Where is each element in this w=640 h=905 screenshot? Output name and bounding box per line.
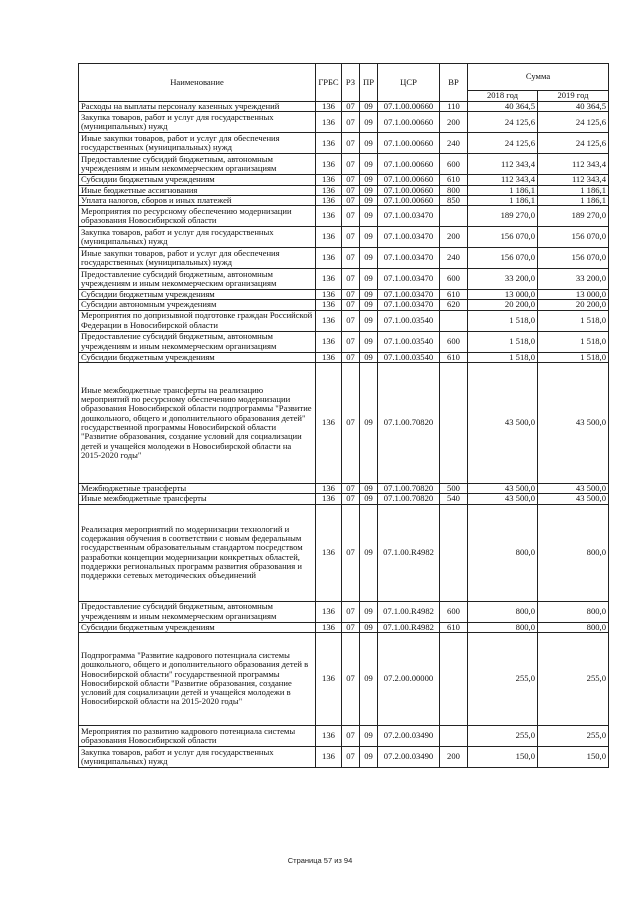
cell-rz: 07 xyxy=(342,331,360,352)
table-row xyxy=(79,601,609,622)
cell-2019: 24 125,6 xyxy=(538,112,609,133)
cell-2018: 800,0 xyxy=(468,504,538,601)
cell-2018: 43 500,0 xyxy=(468,494,538,504)
cell-2018: 800,0 xyxy=(468,622,538,632)
cell-csr: 07.1.00.R4982 xyxy=(378,622,440,632)
cell-vr xyxy=(440,504,468,601)
cell-2018: 1 186,1 xyxy=(468,185,538,195)
header-grbs: ГРБС xyxy=(316,64,342,102)
cell-csr: 07.1.00.03540 xyxy=(378,310,440,331)
cell-grbs: 136 xyxy=(316,504,342,601)
cell-vr xyxy=(440,725,468,746)
table-row xyxy=(79,185,609,195)
cell-csr: 07.1.00.00660 xyxy=(378,185,440,195)
cell-2018: 255,0 xyxy=(468,725,538,746)
page-number: Страница 57 из 94 xyxy=(287,856,353,865)
cell-rz: 07 xyxy=(342,494,360,504)
table-row xyxy=(79,290,609,300)
cell-grbs: 136 xyxy=(316,112,342,133)
cell-rz: 07 xyxy=(342,504,360,601)
table-row xyxy=(79,483,609,493)
cell-pr: 09 xyxy=(360,269,378,290)
cell-vr: 240 xyxy=(440,248,468,269)
cell-vr xyxy=(440,310,468,331)
header-vr: ВР xyxy=(440,64,468,102)
cell-pr: 09 xyxy=(360,622,378,632)
cell-pr: 09 xyxy=(360,133,378,154)
cell-rz: 07 xyxy=(342,632,360,725)
table-row xyxy=(79,175,609,185)
cell-grbs: 136 xyxy=(316,331,342,352)
cell-2018: 112 343,4 xyxy=(468,175,538,185)
cell-rz: 07 xyxy=(342,601,360,622)
cell-csr: 07.1.00.70820 xyxy=(378,362,440,483)
cell-vr: 600 xyxy=(440,154,468,175)
header-csr: ЦСР xyxy=(378,64,440,102)
cell-2018: 33 200,0 xyxy=(468,269,538,290)
cell-pr: 09 xyxy=(360,331,378,352)
table-row xyxy=(79,102,609,112)
cell-grbs: 136 xyxy=(316,300,342,310)
cell-2019: 1 186,1 xyxy=(538,185,609,195)
cell-csr: 07.1.00.03470 xyxy=(378,227,440,248)
cell-rz: 07 xyxy=(342,622,360,632)
cell-2018: 800,0 xyxy=(468,601,538,622)
cell-grbs: 136 xyxy=(316,601,342,622)
cell-name: Предоставление субсидий бюджетным, автономным учреждениям и иным некоммерческим организациям xyxy=(79,331,316,352)
cell-vr: 850 xyxy=(440,195,468,205)
cell-name: Мероприятия по ресурсному обеспечению модернизации образования Новосибирской области xyxy=(79,206,316,227)
cell-2019: 189 270,0 xyxy=(538,206,609,227)
cell-2019: 800,0 xyxy=(538,504,609,601)
header-name: Наименование xyxy=(79,64,316,102)
cell-vr xyxy=(440,362,468,483)
cell-grbs: 136 xyxy=(316,725,342,746)
cell-2019: 156 070,0 xyxy=(538,227,609,248)
cell-vr xyxy=(440,206,468,227)
cell-name: Субсидии бюджетным учреждениям xyxy=(79,352,316,362)
cell-vr: 200 xyxy=(440,227,468,248)
cell-csr: 07.1.00.00660 xyxy=(378,112,440,133)
cell-rz: 07 xyxy=(342,102,360,112)
cell-name: Предоставление субсидий бюджетным, автономным учреждениям и иным некоммерческим организациям xyxy=(79,269,316,290)
cell-vr: 110 xyxy=(440,102,468,112)
cell-pr: 09 xyxy=(360,102,378,112)
cell-pr: 09 xyxy=(360,300,378,310)
cell-name: Иные бюджетные ассигнования xyxy=(79,185,316,195)
cell-rz: 07 xyxy=(342,290,360,300)
cell-pr: 09 xyxy=(360,494,378,504)
cell-grbs: 136 xyxy=(316,269,342,290)
cell-name: Субсидии автономным учреждениям xyxy=(79,300,316,310)
cell-pr: 09 xyxy=(360,352,378,362)
cell-2018: 189 270,0 xyxy=(468,206,538,227)
cell-name: Субсидии бюджетным учреждениям xyxy=(79,622,316,632)
cell-csr: 07.1.00.03540 xyxy=(378,331,440,352)
cell-pr: 09 xyxy=(360,112,378,133)
cell-rz: 07 xyxy=(342,133,360,154)
budget-table xyxy=(78,63,609,768)
cell-name: Подпрограмма "Развитие кадрового потенциала системы дошкольного, общего и дополнительного образования детей в Новосибирской области" государственной программы Новосибирской области "Развитие образования, создание условий для социализации детей и учащейся молодежи в Новосибирской области на 2015-2020 годы" xyxy=(79,632,316,725)
cell-2019: 20 200,0 xyxy=(538,300,609,310)
cell-2019: 112 343,4 xyxy=(538,175,609,185)
cell-2018: 43 500,0 xyxy=(468,483,538,493)
table-row xyxy=(79,725,609,746)
cell-pr: 09 xyxy=(360,504,378,601)
cell-grbs: 136 xyxy=(316,195,342,205)
header-sum: Сумма xyxy=(468,64,609,91)
cell-rz: 07 xyxy=(342,112,360,133)
cell-pr: 09 xyxy=(360,290,378,300)
cell-2018: 1 518,0 xyxy=(468,352,538,362)
cell-2018: 1 518,0 xyxy=(468,310,538,331)
table-row xyxy=(79,300,609,310)
cell-vr: 500 xyxy=(440,483,468,493)
cell-csr: 07.1.00.03470 xyxy=(378,206,440,227)
cell-grbs: 136 xyxy=(316,483,342,493)
cell-rz: 07 xyxy=(342,195,360,205)
cell-2019: 150,0 xyxy=(538,746,609,767)
cell-grbs: 136 xyxy=(316,362,342,483)
cell-csr: 07.1.00.03470 xyxy=(378,269,440,290)
cell-2019: 156 070,0 xyxy=(538,248,609,269)
budget-sheet xyxy=(78,63,608,768)
cell-rz: 07 xyxy=(342,725,360,746)
cell-grbs: 136 xyxy=(316,227,342,248)
cell-vr: 610 xyxy=(440,175,468,185)
table-row xyxy=(79,632,609,725)
cell-rz: 07 xyxy=(342,269,360,290)
table-row xyxy=(79,206,609,227)
cell-csr: 07.1.00.R4982 xyxy=(378,504,440,601)
cell-2018: 24 125,6 xyxy=(468,133,538,154)
header-rz: РЗ xyxy=(342,64,360,102)
cell-2019: 13 000,0 xyxy=(538,290,609,300)
cell-csr: 07.1.00.R4982 xyxy=(378,601,440,622)
table-row xyxy=(79,331,609,352)
cell-2018: 43 500,0 xyxy=(468,362,538,483)
cell-rz: 07 xyxy=(342,248,360,269)
cell-2019: 1 518,0 xyxy=(538,331,609,352)
cell-rz: 07 xyxy=(342,310,360,331)
table-row xyxy=(79,352,609,362)
cell-vr: 610 xyxy=(440,290,468,300)
cell-pr: 09 xyxy=(360,601,378,622)
table-row xyxy=(79,133,609,154)
cell-csr: 07.1.00.70820 xyxy=(378,483,440,493)
cell-2018: 24 125,6 xyxy=(468,112,538,133)
table-row xyxy=(79,154,609,175)
cell-name: Предоставление субсидий бюджетным, автономным учреждениям и иным некоммерческим организациям xyxy=(79,154,316,175)
cell-pr: 09 xyxy=(360,206,378,227)
cell-grbs: 136 xyxy=(316,248,342,269)
cell-rz: 07 xyxy=(342,175,360,185)
cell-name: Закупка товаров, работ и услуг для государственных (муниципальных) нужд xyxy=(79,227,316,248)
cell-2019: 1 518,0 xyxy=(538,310,609,331)
table-row xyxy=(79,494,609,504)
cell-grbs: 136 xyxy=(316,622,342,632)
cell-2018: 156 070,0 xyxy=(468,227,538,248)
cell-name: Предоставление субсидий бюджетным, автономным учреждениям и иным некоммерческим организациям xyxy=(79,601,316,622)
cell-vr: 600 xyxy=(440,601,468,622)
cell-csr: 07.1.00.03540 xyxy=(378,352,440,362)
cell-vr: 600 xyxy=(440,269,468,290)
cell-csr: 07.1.00.03470 xyxy=(378,300,440,310)
cell-name: Иные закупки товаров, работ и услуг для обеспечения государственных (муниципальных) нужд xyxy=(79,133,316,154)
cell-name: Иные закупки товаров, работ и услуг для обеспечения государственных (муниципальных) нужд xyxy=(79,248,316,269)
cell-2018: 13 000,0 xyxy=(468,290,538,300)
cell-grbs: 136 xyxy=(316,632,342,725)
cell-pr: 09 xyxy=(360,175,378,185)
cell-grbs: 136 xyxy=(316,494,342,504)
cell-2019: 800,0 xyxy=(538,601,609,622)
cell-csr: 07.1.00.70820 xyxy=(378,494,440,504)
cell-name: Реализация мероприятий по модернизации технологий и содержания обучения в соответствии с новым федеральным государственным образовательным стандартом посредством разработки концепции модернизации конкретных областей, поддержки региональных программ развития образования и поддержки сетевых методических объединений xyxy=(79,504,316,601)
cell-2019: 800,0 xyxy=(538,622,609,632)
cell-2018: 112 343,4 xyxy=(468,154,538,175)
table-row xyxy=(79,195,609,205)
cell-rz: 07 xyxy=(342,746,360,767)
cell-2019: 1 518,0 xyxy=(538,352,609,362)
cell-csr: 07.2.00.03490 xyxy=(378,725,440,746)
cell-grbs: 136 xyxy=(316,133,342,154)
cell-name: Межбюджетные трансферты xyxy=(79,483,316,493)
cell-csr: 07.1.00.00660 xyxy=(378,195,440,205)
cell-2018: 1 518,0 xyxy=(468,331,538,352)
cell-2019: 255,0 xyxy=(538,632,609,725)
cell-name: Мероприятия по допризывной подготовке граждан Российской Федерации в Новосибирской области xyxy=(79,310,316,331)
cell-grbs: 136 xyxy=(316,310,342,331)
cell-2018: 255,0 xyxy=(468,632,538,725)
cell-pr: 09 xyxy=(360,362,378,483)
cell-rz: 07 xyxy=(342,483,360,493)
cell-grbs: 136 xyxy=(316,185,342,195)
cell-2019: 40 364,5 xyxy=(538,102,609,112)
cell-grbs: 136 xyxy=(316,746,342,767)
cell-pr: 09 xyxy=(360,483,378,493)
cell-csr: 07.1.00.03470 xyxy=(378,290,440,300)
cell-pr: 09 xyxy=(360,154,378,175)
cell-pr: 09 xyxy=(360,632,378,725)
cell-name: Расходы на выплаты персоналу казенных учреждений xyxy=(79,102,316,112)
cell-2018: 40 364,5 xyxy=(468,102,538,112)
cell-grbs: 136 xyxy=(316,290,342,300)
cell-name: Закупка товаров, работ и услуг для государственных (муниципальных) нужд xyxy=(79,746,316,767)
cell-pr: 09 xyxy=(360,227,378,248)
cell-csr: 07.1.00.03470 xyxy=(378,248,440,269)
cell-rz: 07 xyxy=(342,227,360,248)
cell-vr: 620 xyxy=(440,300,468,310)
cell-pr: 09 xyxy=(360,725,378,746)
cell-vr: 200 xyxy=(440,112,468,133)
cell-name: Субсидии бюджетным учреждениям xyxy=(79,175,316,185)
cell-csr: 07.1.00.00660 xyxy=(378,175,440,185)
cell-name: Уплата налогов, сборов и иных платежей xyxy=(79,195,316,205)
table-row xyxy=(79,746,609,767)
cell-name: Мероприятия по развитию кадрового потенциала системы образования Новосибирской области xyxy=(79,725,316,746)
header-pr: ПР xyxy=(360,64,378,102)
cell-rz: 07 xyxy=(342,362,360,483)
cell-pr: 09 xyxy=(360,185,378,195)
cell-2019: 1 186,1 xyxy=(538,195,609,205)
header-year-2019: 2019 год xyxy=(538,91,609,102)
cell-csr: 07.1.00.00660 xyxy=(378,154,440,175)
cell-csr: 07.2.00.03490 xyxy=(378,746,440,767)
table-row xyxy=(79,248,609,269)
cell-pr: 09 xyxy=(360,746,378,767)
cell-rz: 07 xyxy=(342,300,360,310)
cell-2019: 43 500,0 xyxy=(538,483,609,493)
cell-name: Закупка товаров, работ и услуг для государственных (муниципальных) нужд xyxy=(79,112,316,133)
cell-2019: 43 500,0 xyxy=(538,494,609,504)
cell-rz: 07 xyxy=(342,154,360,175)
table-header-row xyxy=(79,64,609,91)
cell-pr: 09 xyxy=(360,195,378,205)
cell-grbs: 136 xyxy=(316,102,342,112)
table-body xyxy=(79,102,609,768)
cell-2019: 24 125,6 xyxy=(538,133,609,154)
table-row xyxy=(79,112,609,133)
cell-rz: 07 xyxy=(342,185,360,195)
table-row xyxy=(79,310,609,331)
cell-vr xyxy=(440,632,468,725)
header-year-2018: 2018 год xyxy=(468,91,538,102)
cell-2018: 156 070,0 xyxy=(468,248,538,269)
cell-2019: 255,0 xyxy=(538,725,609,746)
table-row xyxy=(79,269,609,290)
cell-grbs: 136 xyxy=(316,154,342,175)
cell-2019: 112 343,4 xyxy=(538,154,609,175)
cell-pr: 09 xyxy=(360,248,378,269)
cell-vr: 610 xyxy=(440,352,468,362)
cell-rz: 07 xyxy=(342,352,360,362)
cell-vr: 200 xyxy=(440,746,468,767)
table-row xyxy=(79,362,609,483)
cell-vr: 240 xyxy=(440,133,468,154)
cell-vr: 600 xyxy=(440,331,468,352)
cell-2018: 150,0 xyxy=(468,746,538,767)
table-row xyxy=(79,504,609,601)
cell-grbs: 136 xyxy=(316,175,342,185)
cell-vr: 800 xyxy=(440,185,468,195)
table-row xyxy=(79,227,609,248)
cell-rz: 07 xyxy=(342,206,360,227)
cell-grbs: 136 xyxy=(316,206,342,227)
cell-vr: 610 xyxy=(440,622,468,632)
cell-vr: 540 xyxy=(440,494,468,504)
cell-name: Иные межбюджетные трансферты на реализацию мероприятий по ресурсному обеспечению модернизации образования Новосибирской области подпрограммы "Развитие дошкольного, общего и дополнительного образования детей" государственной программы Новосибирской области "Развитие образования, создание условий для социализации детей и учащейся молодежи в Новосибирской области на 2015-2020 годы" xyxy=(79,362,316,483)
table-row xyxy=(79,622,609,632)
cell-2018: 1 186,1 xyxy=(468,195,538,205)
cell-csr: 07.2.00.00000 xyxy=(378,632,440,725)
cell-csr: 07.1.00.00660 xyxy=(378,133,440,154)
cell-pr: 09 xyxy=(360,310,378,331)
cell-2019: 33 200,0 xyxy=(538,269,609,290)
cell-2019: 43 500,0 xyxy=(538,362,609,483)
cell-name: Иные межбюджетные трансферты xyxy=(79,494,316,504)
cell-csr: 07.1.00.00660 xyxy=(378,102,440,112)
cell-name: Субсидии бюджетным учреждениям xyxy=(79,290,316,300)
cell-grbs: 136 xyxy=(316,352,342,362)
cell-2018: 20 200,0 xyxy=(468,300,538,310)
